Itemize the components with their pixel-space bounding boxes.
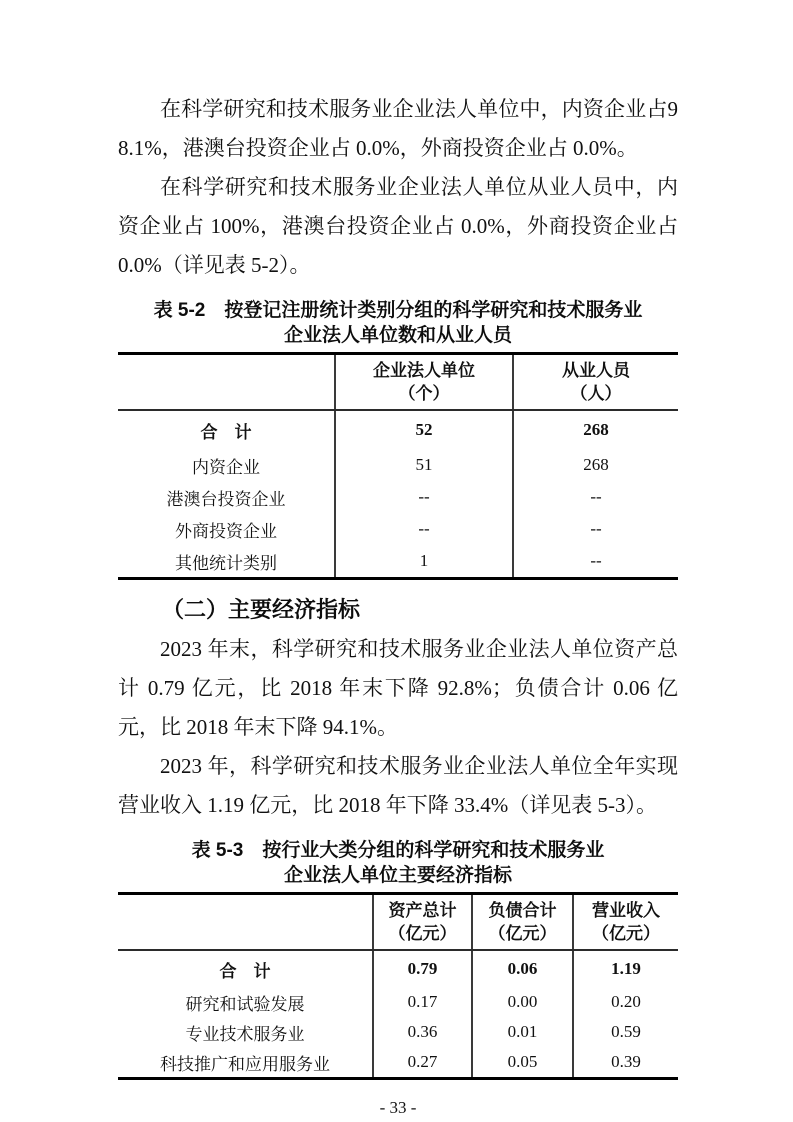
table-5-2-title-line2: 企业法人单位数和从业人员 <box>283 325 512 346</box>
value-cell: 1.19 <box>573 950 678 987</box>
column-header-total-liabilities <box>472 894 573 951</box>
column-header-unit: （亿元） <box>592 924 660 943</box>
column-header-text: 营业收入 <box>592 901 660 920</box>
table-row-total <box>118 410 678 449</box>
row-label-cell: 港澳台投资企业 <box>166 489 286 509</box>
empty-corner-cell <box>118 354 335 411</box>
table-row <box>118 1047 678 1079</box>
table-row <box>118 987 678 1017</box>
paragraph-legal-units-share: 在科学研究和技术服务业企业法人单位中，内资企业占98.1%，港澳台投资企业占 0.0%，外商投资企业占 0.0%。 <box>118 97 678 160</box>
value-cell: 0.00 <box>472 987 573 1017</box>
page-number: - 33 - <box>379 1098 417 1117</box>
value-cell: -- <box>335 513 513 545</box>
value-cell: 1 <box>335 545 513 579</box>
column-header-legal-units <box>335 354 513 411</box>
value-cell: 0.20 <box>573 987 678 1017</box>
value-cell: 0.27 <box>373 1047 472 1079</box>
value-cell: -- <box>335 481 513 513</box>
value-cell: 0.17 <box>373 987 472 1017</box>
row-label-cell: 合 计 <box>219 961 271 981</box>
value-cell: 0.79 <box>373 950 472 987</box>
value-cell: 0.06 <box>472 950 573 987</box>
column-header-unit: （亿元） <box>488 924 557 943</box>
value-cell: 51 <box>335 449 513 481</box>
paragraph-employees-share: 在科学研究和技术服务业企业法人单位从业人员中，内资企业占 100%，港澳台投资企业占 0.0%，外商投资企业占 0.0%（详见表 5-2）。 <box>118 175 678 277</box>
table-5-2-title-line1: 表 5-2 按登记注册统计类别分组的科学研究和技术服务业 <box>153 300 643 321</box>
value-cell: 52 <box>335 410 513 449</box>
column-header-text: 从业人员 <box>562 361 630 380</box>
column-header-text: 资产总计 <box>388 901 457 920</box>
table-row <box>118 481 678 513</box>
paragraph-revenue: 2023 年，科学研究和技术服务业企业法人单位全年实现营业收入 1.19 亿元，比 2018 年下降 33.4%（详见表 5-3）。 <box>118 754 678 817</box>
row-label-cell: 专业技术服务业 <box>185 1024 305 1044</box>
value-cell: 0.36 <box>373 1017 472 1047</box>
value-cell: -- <box>513 513 678 545</box>
column-header-total-assets <box>373 894 472 951</box>
column-header-unit: （人） <box>570 384 622 403</box>
column-header-text: 负债合计 <box>488 901 557 920</box>
table-5-3-title-line2: 企业法人单位主要经济指标 <box>283 865 512 886</box>
value-cell: 268 <box>513 449 678 481</box>
table-5-2-title <box>118 298 678 348</box>
row-label-cell: 科技推广和应用服务业 <box>160 1054 330 1074</box>
table-row <box>118 1017 678 1047</box>
row-label-cell: 研究和试验发展 <box>185 994 305 1014</box>
row-label-cell: 合 计 <box>200 422 252 442</box>
column-header-unit: （个） <box>398 384 450 403</box>
row-label-cell: 外商投资企业 <box>175 521 277 541</box>
empty-corner-cell <box>118 894 373 951</box>
value-cell: 0.59 <box>573 1017 678 1047</box>
row-label-cell: 其他统计类别 <box>175 553 277 573</box>
column-header-unit: （亿元） <box>388 924 457 943</box>
table-row <box>118 449 678 481</box>
column-header-text: 企业法人单位 <box>373 361 475 380</box>
table-5-3-header-row <box>118 894 678 951</box>
value-cell: 268 <box>513 410 678 449</box>
value-cell: 0.39 <box>573 1047 678 1079</box>
table-row <box>118 545 678 579</box>
column-header-employees <box>513 354 678 411</box>
value-cell: 0.05 <box>472 1047 573 1079</box>
column-header-operating-revenue <box>573 894 678 951</box>
table-5-2-header-row <box>118 354 678 411</box>
value-cell: 0.01 <box>472 1017 573 1047</box>
section-heading-economic-indicators: （二）主要经济指标 <box>162 597 361 622</box>
table-5-2 <box>118 352 678 580</box>
table-5-3-title-line1: 表 5-3 按行业大类分组的科学研究和技术服务业 <box>191 840 605 861</box>
value-cell: -- <box>513 545 678 579</box>
table-5-3 <box>118 892 678 1080</box>
row-label-cell: 内资企业 <box>192 457 260 477</box>
table-5-3-title <box>118 838 678 888</box>
paragraph-assets-liabilities: 2023 年末，科学研究和技术服务业企业法人单位资产总计 0.79 亿元，比 2018 年末下降 92.8%；负债合计 0.06 亿元，比 2018 年末下降 94.1%。 <box>118 637 678 739</box>
value-cell: -- <box>513 481 678 513</box>
table-row-total <box>118 950 678 987</box>
table-row <box>118 513 678 545</box>
